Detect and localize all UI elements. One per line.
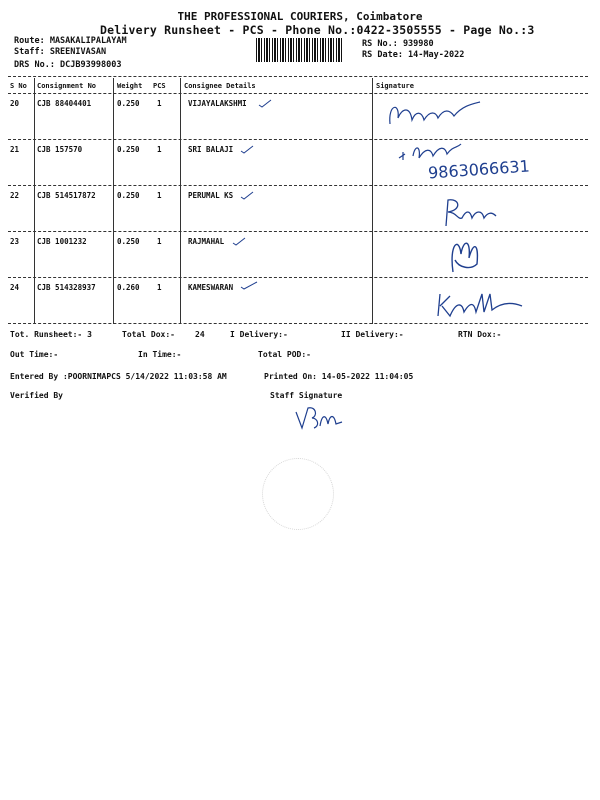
signature-row22: [440, 196, 500, 232]
row-sno: 21: [10, 145, 20, 154]
rs-number: RS No.: 939980: [362, 39, 434, 49]
route-label: Route: MASAKALIPALAYAM: [14, 36, 127, 46]
row-pcs: 1: [157, 191, 162, 200]
col-weight-header: Weight: [117, 82, 143, 90]
column-divider: [372, 78, 373, 324]
row-pcs: 1: [157, 283, 162, 292]
row-consignee: KAMESWARAN: [188, 283, 234, 292]
row-weight: 0.250: [117, 191, 140, 200]
check-mark-icon: [258, 99, 272, 109]
column-divider: [180, 78, 181, 324]
ii-delivery: II Delivery:-: [341, 330, 404, 339]
rtn-dox: RTN Dox:-: [458, 330, 502, 339]
row-sno: 20: [10, 99, 20, 108]
rs-date: RS Date: 14-May-2022: [362, 50, 465, 60]
printed-on: Printed On: 14-05-2022 11:04:05: [264, 372, 414, 381]
total-pod: Total POD:-: [258, 350, 311, 359]
row-weight: 0.260: [117, 283, 140, 292]
col-sno-header: S No: [10, 82, 27, 90]
row-sno: 23: [10, 237, 20, 246]
row-consignee: SRI BALAJI: [188, 145, 234, 154]
col-signature-header: Signature: [376, 82, 414, 90]
row-consignment: CJB 1001232: [37, 237, 87, 246]
signature-row20: [380, 94, 485, 134]
signature-row23: [445, 234, 485, 276]
table-header-rule: [8, 93, 588, 94]
col-consignee-header: Consignee Details: [184, 82, 256, 90]
row-weight: 0.250: [117, 99, 140, 108]
staff-label: Staff: SREENIVASAN: [14, 47, 107, 57]
in-time: In Time:-: [138, 350, 182, 359]
row-consignment: CJB 157570: [37, 145, 83, 154]
barcode: [256, 38, 344, 62]
runsheet-subtitle: Delivery Runsheet - PCS - Phone No.:0422-3505555 - Page No.:3: [100, 23, 535, 37]
table-top-rule: [8, 76, 588, 77]
verified-by: Verified By: [10, 391, 63, 400]
row-divider: [8, 185, 588, 186]
row-divider: [8, 277, 588, 278]
signature-row24: [432, 290, 524, 320]
faded-stamp: [262, 458, 334, 530]
staff-signature: [294, 404, 344, 432]
i-delivery: I Delivery:-: [230, 330, 288, 339]
row-weight: 0.250: [117, 145, 140, 154]
check-mark-icon: [240, 191, 254, 201]
row-consignment: CJB 514517872: [37, 191, 96, 200]
row-divider: [8, 139, 588, 140]
row-sno: 22: [10, 191, 20, 200]
signature-row21: [395, 140, 465, 164]
row-weight: 0.250: [117, 237, 140, 246]
check-mark-icon: [240, 281, 258, 291]
row-consignee: VIJAYALAKSHMI: [188, 99, 247, 108]
staff-signature-label: Staff Signature: [270, 391, 343, 400]
row-consignee: RAJMAHAL: [188, 237, 225, 246]
col-pcs-header: PCS: [153, 82, 166, 90]
entered-by: Entered By :POORNIMAPCS 5/14/2022 11:03:58 AM: [10, 372, 227, 381]
handwritten-phone-number: 9863066631: [427, 156, 531, 183]
check-mark-icon: [232, 237, 246, 247]
drs-number: DRS No.: DCJB93998003: [14, 60, 122, 70]
row-divider: [8, 231, 588, 232]
total-dox-value: 24: [195, 330, 205, 339]
row-pcs: 1: [157, 237, 162, 246]
column-divider: [34, 78, 35, 324]
row-pcs: 1: [157, 99, 162, 108]
row-consignee: PERUMAL KS: [188, 191, 234, 200]
check-mark-icon: [240, 145, 254, 155]
company-title: THE PROFESSIONAL COURIERS, Coimbatore: [177, 10, 423, 23]
total-runsheet: Tot. Runsheet:- 3: [10, 330, 92, 339]
total-dox-label: Total Dox:-: [122, 330, 175, 339]
row-sno: 24: [10, 283, 20, 292]
table-bottom-rule: [8, 323, 588, 324]
row-consignment: CJB 514328937: [37, 283, 96, 292]
column-divider: [113, 78, 114, 324]
col-consignment-header: Consignment No: [37, 82, 97, 90]
row-pcs: 1: [157, 145, 162, 154]
out-time: Out Time:-: [10, 350, 59, 359]
row-consignment: CJB 88404401: [37, 99, 92, 108]
